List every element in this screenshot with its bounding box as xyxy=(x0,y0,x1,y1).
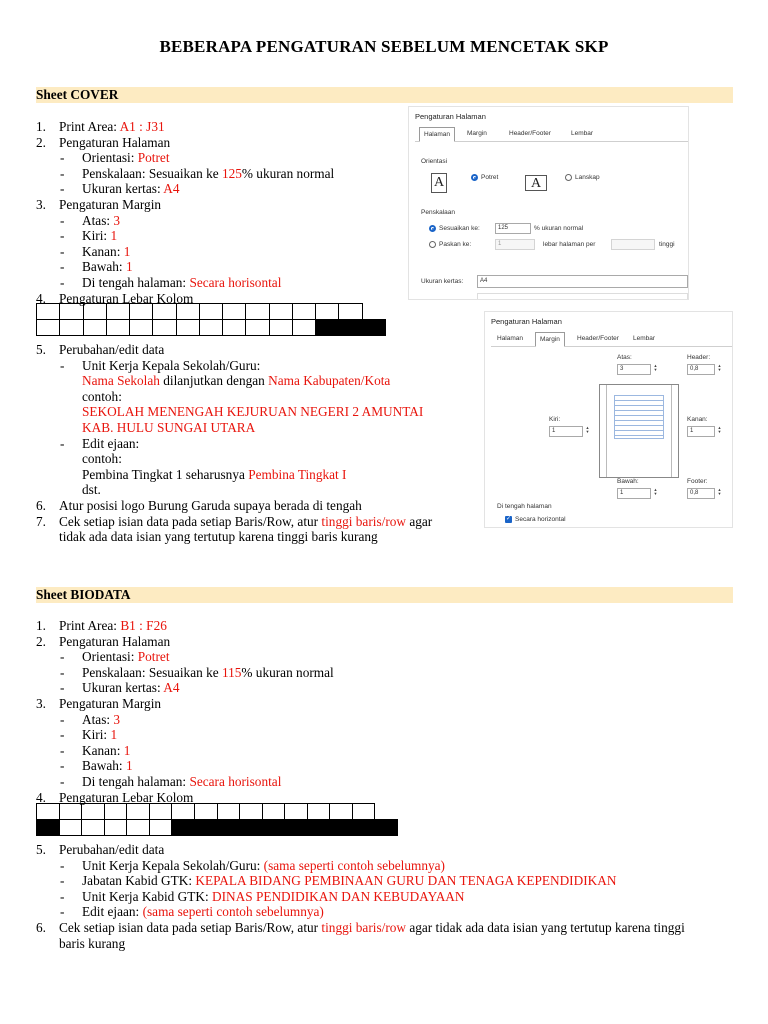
cover-column-width-table xyxy=(36,303,386,336)
grid-cell xyxy=(172,820,195,836)
list-dash: - xyxy=(60,711,65,727)
grid-cell xyxy=(194,820,217,836)
grid-cell xyxy=(269,320,292,336)
grid-cell xyxy=(59,820,82,836)
grid-cell xyxy=(307,820,330,836)
list-dash: - xyxy=(60,181,65,197)
sheet-biodata-label: Sheet BIODATA xyxy=(36,587,131,602)
grid-cell xyxy=(223,320,246,336)
list-dash: - xyxy=(60,904,65,920)
grid-cell xyxy=(172,804,195,820)
list-dash: - xyxy=(60,165,65,181)
grid-cell xyxy=(176,320,199,336)
list-item-text: Ukuran kertas: A4 xyxy=(82,181,180,197)
horizontal-checkbox[interactable]: ✓ xyxy=(505,516,512,522)
right-margin-label: Kanan: xyxy=(687,416,708,423)
grid-cell xyxy=(352,804,375,820)
list-dash: - xyxy=(60,873,65,889)
orientation-label: Orientasi xyxy=(421,158,448,165)
list-item-text: Atur posisi logo Burung Garuda supaya berada di tengah xyxy=(59,498,362,513)
list-item-text: tidak ada data isian yang tertutup karena tinggi baris kurang xyxy=(59,529,378,545)
list-dash: - xyxy=(60,680,65,696)
grid-cell xyxy=(37,304,60,320)
list-item-text: Pengaturan Lebar Kolom xyxy=(59,789,194,805)
margin-preview-page xyxy=(599,384,679,478)
footer-margin-label: Footer: xyxy=(687,478,708,485)
grid-cell xyxy=(149,804,172,820)
list-item-text: Orientasi: Potret xyxy=(82,150,170,166)
list-number: 3. xyxy=(36,696,46,711)
grid-cell xyxy=(307,804,330,820)
grid-cell xyxy=(83,320,106,336)
dialog-title: Pengaturan Halaman xyxy=(491,317,562,326)
biodata-column-width-table xyxy=(36,803,398,836)
left-margin-input[interactable]: 1 xyxy=(549,426,583,437)
grid-cell xyxy=(292,304,315,320)
list-item-text: Atas: 3 xyxy=(82,711,121,727)
grid-cell xyxy=(240,804,263,820)
grid-cell xyxy=(269,304,292,320)
list-item-text: Kanan: 1 xyxy=(82,243,131,259)
list-item-text: Cek setiap isian data pada setiap Baris/Row, atur tinggi baris/row agar xyxy=(59,513,433,529)
list-item-text: baris kurang xyxy=(59,935,126,951)
grid-cell xyxy=(37,804,60,820)
left-margin-label: Kiri: xyxy=(549,416,561,423)
dialog-tabs xyxy=(491,332,732,347)
list-number: 6. xyxy=(36,498,46,513)
landscape-page-icon: A xyxy=(525,175,547,191)
list-number: 5. xyxy=(36,842,46,857)
grid-cell xyxy=(339,320,362,336)
list-item-text: dst. xyxy=(82,482,101,498)
horizontal-label: Secara horizontal xyxy=(515,516,566,523)
portrait-label: Potret xyxy=(481,174,499,181)
grid-cell xyxy=(194,804,217,820)
grid-cell xyxy=(83,304,106,320)
fit-tall-input[interactable] xyxy=(611,239,655,250)
tab-lembar[interactable]: Lembar xyxy=(633,335,656,342)
tab-margin[interactable]: Margin xyxy=(467,130,487,137)
grid-cell xyxy=(82,820,105,836)
grid-cell xyxy=(37,820,60,836)
bottom-margin-label: Bawah: xyxy=(617,478,639,485)
list-item-text: Atas: 3 xyxy=(82,212,121,228)
grid-cell xyxy=(104,804,127,820)
list-dash: - xyxy=(60,857,65,873)
list-item-text: KAB. HULU SUNGAI UTARA xyxy=(82,420,256,435)
grid-cell xyxy=(262,820,285,836)
dialog-tabs xyxy=(415,127,688,142)
grid-cell xyxy=(149,820,172,836)
adjust-to-label: Sesuaikan ke: xyxy=(439,225,480,232)
list-dash: - xyxy=(60,275,65,290)
dialog-title: Pengaturan Halaman xyxy=(415,112,486,121)
list-item-text: Perubahan/edit data xyxy=(59,842,165,857)
grid-cell xyxy=(262,804,285,820)
landscape-radio[interactable] xyxy=(565,174,572,181)
top-margin-label: Atas: xyxy=(617,354,632,361)
list-dash: - xyxy=(60,243,65,259)
paper-size-label: Ukuran kertas: xyxy=(421,278,464,285)
grid-cell xyxy=(104,820,127,836)
tab-halaman[interactable]: Halaman xyxy=(419,127,455,142)
percent-normal-label: % ukuran normal xyxy=(534,225,584,232)
list-item-text: Penskalaan: Sesuaikan ke 125% ukuran normal xyxy=(82,165,335,181)
grid-cell xyxy=(292,320,315,336)
fit-to-radio[interactable] xyxy=(429,241,436,248)
portrait-radio[interactable] xyxy=(471,174,478,181)
list-item-text: Ukuran kertas: A4 xyxy=(82,680,180,696)
grid-cell xyxy=(285,804,308,820)
list-item-text: Print Area: A1 : J31 xyxy=(59,119,165,134)
grid-cell xyxy=(330,820,353,836)
list-item-text: contoh: xyxy=(82,451,122,467)
bottom-margin-input[interactable]: 1 xyxy=(617,488,651,499)
list-dash: - xyxy=(60,774,65,789)
list-item-text: SEKOLAH MENENGAH KEJURUAN NEGERI 2 AMUNTAI xyxy=(82,404,424,420)
right-margin-input[interactable]: 1 xyxy=(687,426,715,437)
list-item-text: Perubahan/edit data xyxy=(59,342,165,357)
grid-cell xyxy=(352,820,375,836)
list-number: 1. xyxy=(36,119,46,134)
list-item-text: Edit ejaan: xyxy=(82,435,140,451)
grid-cell xyxy=(106,304,129,320)
list-item-text: Jabatan Kabid GTK: KEPALA BIDANG PEMBINAAN GURU DAN TENAGA KEPENDIDIKAN xyxy=(82,873,617,889)
paper-size-select[interactable]: A4 xyxy=(477,275,688,288)
grid-cell xyxy=(199,304,222,320)
bottom-margin-spinner[interactable]: ▲ ▼ xyxy=(653,487,658,496)
adjust-to-radio[interactable] xyxy=(429,225,436,232)
list-dash: - xyxy=(60,357,65,373)
grid-cell xyxy=(240,820,263,836)
left-margin-spinner[interactable]: ▲ ▼ xyxy=(585,425,590,434)
list-dash: - xyxy=(60,727,65,743)
grid-cell xyxy=(127,820,150,836)
tab-lembar[interactable]: Lembar xyxy=(571,130,594,137)
tab-halaman[interactable]: Halaman xyxy=(497,335,524,342)
grid-cell xyxy=(130,320,153,336)
list-item-text: Unit Kerja Kepala Sekolah/Guru: xyxy=(82,357,261,373)
grid-cell xyxy=(330,804,353,820)
list-number: 4. xyxy=(36,290,46,306)
page-setup-dialog-halaman xyxy=(408,106,689,300)
list-item-text: Bawah: 1 xyxy=(82,758,133,774)
grid-cell xyxy=(246,320,269,336)
grid-cell xyxy=(59,804,82,820)
tall-label: tinggi xyxy=(659,241,675,248)
list-item-text: Unit Kerja Kepala Sekolah/Guru: (sama seperti contoh sebelumnya) xyxy=(82,857,445,873)
list-item-text: Pengaturan Margin xyxy=(59,197,162,212)
list-item-text: Pembina Tingkat 1 seharusnya Pembina Tingkat I xyxy=(82,466,347,482)
list-number: 2. xyxy=(36,134,46,150)
list-item-text: Pengaturan Halaman xyxy=(59,134,171,150)
grid-cell xyxy=(246,304,269,320)
sheet-cover-label: Sheet COVER xyxy=(36,87,119,102)
list-item-text: Di tengah halaman: Secara horisontal xyxy=(82,774,282,789)
grid-cell xyxy=(285,820,308,836)
footer-margin-spinner[interactable]: ▲ ▼ xyxy=(717,487,722,496)
grid-cell xyxy=(339,304,362,320)
list-dash: - xyxy=(60,888,65,904)
list-dash: - xyxy=(60,758,65,774)
grid-cell xyxy=(130,304,153,320)
grid-cell xyxy=(375,820,398,836)
grid-cell xyxy=(60,304,83,320)
footer-margin-input[interactable]: 0,8 xyxy=(687,488,715,499)
list-dash: - xyxy=(60,649,65,665)
list-item-text: contoh: xyxy=(82,388,122,404)
list-number: 6. xyxy=(36,920,46,935)
list-item-text: Kanan: 1 xyxy=(82,742,131,758)
list-item-text: Pengaturan Lebar Kolom xyxy=(59,290,194,306)
grid-cell xyxy=(316,304,339,320)
list-number: 1. xyxy=(36,618,46,633)
adjust-to-input[interactable]: 125 xyxy=(495,223,531,234)
list-dash: - xyxy=(60,212,65,228)
list-item-text: Kiri: 1 xyxy=(82,228,118,244)
grid-cell xyxy=(199,320,222,336)
header-margin-label: Header: xyxy=(687,354,711,361)
grid-cell xyxy=(127,804,150,820)
grid-cell xyxy=(316,320,339,336)
header-margin-spinner[interactable]: ▲ ▼ xyxy=(717,363,722,372)
list-item-text: Pengaturan Margin xyxy=(59,696,162,711)
list-item-text: Bawah: 1 xyxy=(82,259,133,275)
list-item-text: Penskalaan: Sesuaikan ke 115% ukuran normal xyxy=(82,664,334,680)
list-dash: - xyxy=(60,150,65,166)
grid-cell xyxy=(153,304,176,320)
center-on-page-label: Di tengah halaman xyxy=(497,503,552,510)
grid-cell xyxy=(106,320,129,336)
list-number: 3. xyxy=(36,197,46,212)
list-number: 5. xyxy=(36,342,46,357)
top-margin-input[interactable]: 3 xyxy=(617,364,651,375)
list-item-text: Print Area: B1 : F26 xyxy=(59,618,167,633)
right-margin-spinner[interactable]: ▲ ▼ xyxy=(717,425,722,434)
list-number: 4. xyxy=(36,789,46,805)
tab-header-footer[interactable]: Header/Footer xyxy=(509,130,551,137)
portrait-page-icon: A xyxy=(431,173,447,193)
sheet-cover-header xyxy=(36,87,733,103)
list-item-text: Pengaturan Halaman xyxy=(59,633,171,649)
fit-width-input[interactable]: 1 xyxy=(495,239,535,250)
list-number: 2. xyxy=(36,633,46,649)
fit-to-label: Paskan ke: xyxy=(439,241,472,248)
page-title: BEBERAPA PENGATURAN SEBELUM MENCETAK SKP xyxy=(159,37,609,56)
grid-cell xyxy=(362,320,385,336)
list-item-text: Nama Sekolah dilanjutkan dengan Nama Kabupaten/Kota xyxy=(82,373,391,389)
list-dash: - xyxy=(60,664,65,680)
grid-cell xyxy=(176,304,199,320)
list-number: 7. xyxy=(36,513,46,529)
grid-cell xyxy=(217,820,240,836)
sheet-biodata-header xyxy=(36,587,733,603)
list-item-text: Unit Kerja Kabid GTK: DINAS PENDIDIKAN DAN KEBUDAYAAN xyxy=(82,888,465,904)
preview-table xyxy=(614,395,664,439)
page-setup-dialog-margin xyxy=(484,311,733,528)
list-item-text: Edit ejaan: (sama seperti contoh sebelumnya) xyxy=(82,904,324,920)
grid-cell xyxy=(153,320,176,336)
header-margin-input[interactable]: 0,8 xyxy=(687,364,715,375)
list-dash: - xyxy=(60,742,65,758)
tab-header-footer[interactable]: Header/Footer xyxy=(577,335,619,342)
grid-cell xyxy=(82,804,105,820)
landscape-label: Lanskap xyxy=(575,174,600,181)
list-dash: - xyxy=(60,228,65,244)
top-margin-spinner[interactable]: ▲ ▼ xyxy=(653,363,658,372)
scaling-label: Penskalaan xyxy=(421,209,455,216)
tab-margin[interactable]: Margin xyxy=(535,332,565,347)
list-item-text: Kiri: 1 xyxy=(82,727,118,743)
list-dash: - xyxy=(60,259,65,275)
list-item-text: Cek setiap isian data pada setiap Baris/Row, atur tinggi baris/row agar tidak ada data isian yang tertutup karena tinggi xyxy=(59,920,685,935)
grid-cell xyxy=(60,320,83,336)
grid-cell xyxy=(223,304,246,320)
list-dash: - xyxy=(60,435,65,451)
grid-cell xyxy=(37,320,60,336)
list-item-text: Di tengah halaman: Secara horisontal xyxy=(82,275,282,290)
grid-cell xyxy=(217,804,240,820)
pages-wide-label: lebar halaman per xyxy=(543,241,596,248)
list-item-text: Orientasi: Potret xyxy=(82,649,170,665)
print-quality-select[interactable] xyxy=(477,293,688,300)
